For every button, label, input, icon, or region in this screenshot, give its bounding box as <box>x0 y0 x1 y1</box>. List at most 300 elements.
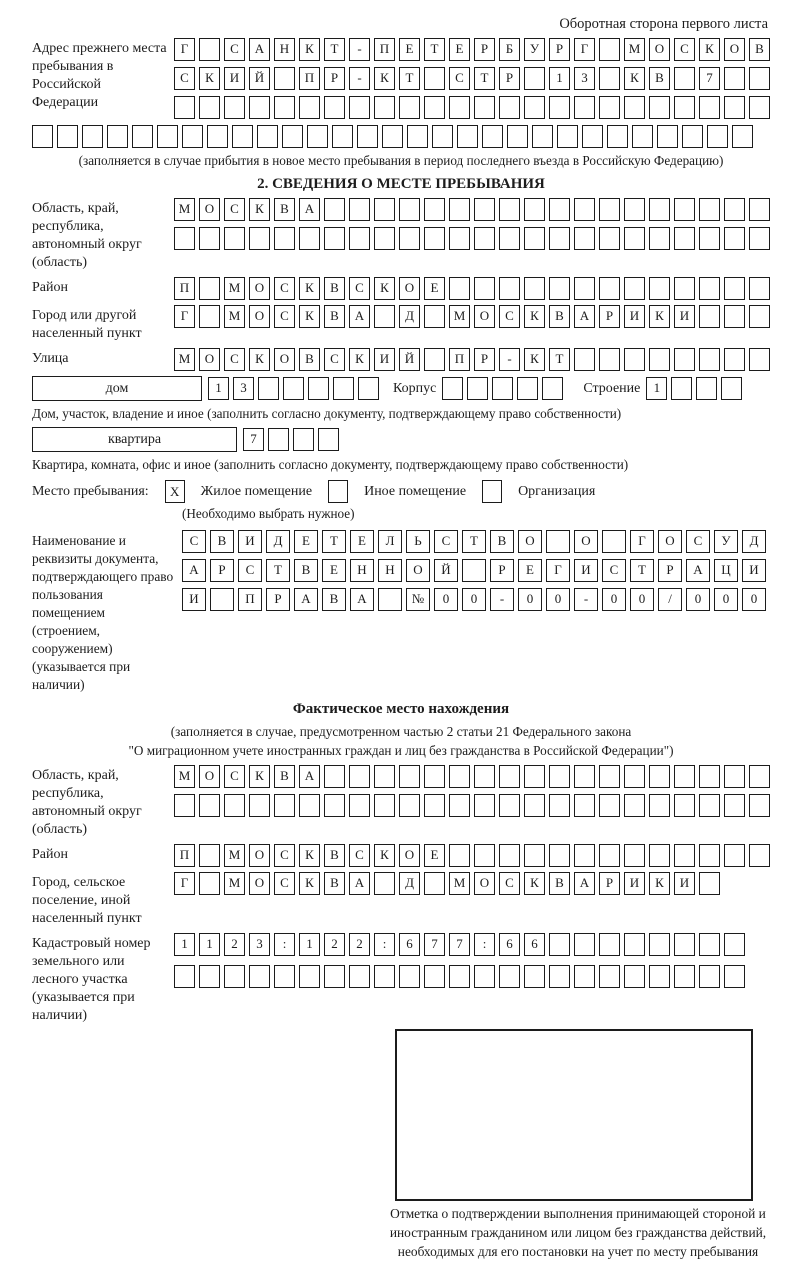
char-box[interactable] <box>449 277 470 300</box>
char-box[interactable] <box>549 794 570 817</box>
char-box[interactable] <box>599 38 620 61</box>
char-box[interactable] <box>724 933 745 956</box>
char-box[interactable] <box>399 765 420 788</box>
char-box[interactable]: В <box>274 198 295 221</box>
char-box[interactable] <box>257 125 278 148</box>
char-box[interactable] <box>724 765 745 788</box>
char-box[interactable]: С <box>349 844 370 867</box>
char-box[interactable]: Й <box>249 67 270 90</box>
char-box[interactable]: 2 <box>349 933 370 956</box>
char-box[interactable]: С <box>349 277 370 300</box>
char-box[interactable]: А <box>574 872 595 895</box>
char-box[interactable] <box>274 67 295 90</box>
char-box[interactable] <box>499 277 520 300</box>
char-box[interactable]: К <box>374 277 395 300</box>
char-box[interactable]: 1 <box>208 377 229 400</box>
char-box[interactable]: К <box>649 305 670 328</box>
char-box[interactable]: С <box>182 530 206 553</box>
char-box[interactable]: Е <box>399 38 420 61</box>
char-box[interactable]: К <box>299 844 320 867</box>
char-box[interactable] <box>699 765 720 788</box>
char-box[interactable] <box>249 794 270 817</box>
char-box[interactable] <box>174 227 195 250</box>
char-box[interactable]: 1 <box>646 377 667 400</box>
char-box[interactable] <box>57 125 78 148</box>
char-box[interactable] <box>492 377 513 400</box>
char-box[interactable]: Г <box>574 38 595 61</box>
char-box[interactable] <box>449 96 470 119</box>
char-box[interactable]: 0 <box>686 588 710 611</box>
char-box[interactable] <box>324 198 345 221</box>
char-box[interactable]: К <box>649 872 670 895</box>
char-box[interactable]: О <box>199 348 220 371</box>
char-box[interactable]: Ц <box>714 559 738 582</box>
char-box[interactable]: К <box>524 348 545 371</box>
char-box[interactable]: 7 <box>449 933 470 956</box>
char-box[interactable]: Г <box>546 559 570 582</box>
char-box[interactable] <box>424 765 445 788</box>
char-box[interactable] <box>682 125 703 148</box>
char-box[interactable]: У <box>714 530 738 553</box>
char-box[interactable]: В <box>549 872 570 895</box>
char-box[interactable]: В <box>324 277 345 300</box>
char-box[interactable] <box>699 348 720 371</box>
char-box[interactable]: : <box>474 933 495 956</box>
char-box[interactable] <box>699 198 720 221</box>
char-box[interactable]: К <box>524 305 545 328</box>
char-box[interactable] <box>624 794 645 817</box>
char-box[interactable]: В <box>294 559 318 582</box>
house-box[interactable]: дом <box>32 376 202 401</box>
char-box[interactable] <box>574 277 595 300</box>
char-box[interactable]: 0 <box>434 588 458 611</box>
char-box[interactable] <box>474 794 495 817</box>
char-box[interactable]: В <box>324 844 345 867</box>
char-box[interactable]: Р <box>599 305 620 328</box>
char-box[interactable] <box>333 377 354 400</box>
char-box[interactable]: Р <box>324 67 345 90</box>
checkbox-inoe[interactable] <box>328 480 348 503</box>
char-box[interactable]: М <box>224 277 245 300</box>
char-box[interactable] <box>524 198 545 221</box>
char-box[interactable]: Е <box>322 559 346 582</box>
char-box[interactable]: Р <box>474 38 495 61</box>
char-box[interactable]: Т <box>322 530 346 553</box>
char-box[interactable] <box>82 125 103 148</box>
char-box[interactable] <box>324 96 345 119</box>
char-box[interactable]: Г <box>174 872 195 895</box>
char-box[interactable]: М <box>224 872 245 895</box>
char-box[interactable]: Е <box>350 530 374 553</box>
char-box[interactable] <box>574 348 595 371</box>
char-box[interactable]: О <box>399 277 420 300</box>
char-box[interactable]: В <box>322 588 346 611</box>
char-box[interactable]: Т <box>324 38 345 61</box>
char-box[interactable]: 1 <box>299 933 320 956</box>
char-box[interactable] <box>449 794 470 817</box>
char-box[interactable]: 7 <box>424 933 445 956</box>
char-box[interactable]: С <box>499 872 520 895</box>
char-box[interactable] <box>382 125 403 148</box>
char-box[interactable]: С <box>174 67 195 90</box>
char-box[interactable] <box>624 198 645 221</box>
char-box[interactable] <box>499 965 520 988</box>
char-box[interactable]: 0 <box>742 588 766 611</box>
char-box[interactable] <box>442 377 463 400</box>
char-box[interactable] <box>599 198 620 221</box>
char-box[interactable] <box>657 125 678 148</box>
char-box[interactable]: В <box>274 765 295 788</box>
char-box[interactable]: 7 <box>243 428 264 451</box>
char-box[interactable] <box>649 348 670 371</box>
char-box[interactable]: В <box>490 530 514 553</box>
char-box[interactable] <box>674 965 695 988</box>
char-box[interactable]: 3 <box>574 67 595 90</box>
char-box[interactable] <box>374 227 395 250</box>
char-box[interactable] <box>649 96 670 119</box>
char-box[interactable] <box>199 965 220 988</box>
char-box[interactable]: Н <box>274 38 295 61</box>
char-box[interactable]: К <box>299 872 320 895</box>
char-box[interactable]: Й <box>399 348 420 371</box>
char-box[interactable] <box>199 305 220 328</box>
char-box[interactable]: М <box>174 348 195 371</box>
char-box[interactable]: 2 <box>324 933 345 956</box>
char-box[interactable]: В <box>649 67 670 90</box>
char-box[interactable]: : <box>274 933 295 956</box>
char-box[interactable]: Г <box>174 305 195 328</box>
char-box[interactable]: К <box>349 348 370 371</box>
char-box[interactable] <box>293 428 314 451</box>
char-box[interactable]: № <box>406 588 430 611</box>
char-box[interactable]: Й <box>434 559 458 582</box>
char-box[interactable] <box>349 96 370 119</box>
char-box[interactable]: А <box>299 198 320 221</box>
char-box[interactable] <box>599 844 620 867</box>
char-box[interactable] <box>699 844 720 867</box>
char-box[interactable] <box>307 125 328 148</box>
char-box[interactable]: С <box>602 559 626 582</box>
char-box[interactable]: М <box>449 305 470 328</box>
char-box[interactable] <box>462 559 486 582</box>
char-box[interactable] <box>599 277 620 300</box>
char-box[interactable] <box>374 765 395 788</box>
char-box[interactable] <box>674 277 695 300</box>
char-box[interactable]: О <box>658 530 682 553</box>
char-box[interactable]: И <box>182 588 206 611</box>
char-box[interactable]: П <box>374 38 395 61</box>
char-box[interactable] <box>724 794 745 817</box>
char-box[interactable]: И <box>624 305 645 328</box>
char-box[interactable]: И <box>574 559 598 582</box>
char-box[interactable]: П <box>299 67 320 90</box>
char-box[interactable]: А <box>350 588 374 611</box>
char-box[interactable]: Р <box>549 38 570 61</box>
char-box[interactable] <box>249 96 270 119</box>
char-box[interactable] <box>424 96 445 119</box>
char-box[interactable] <box>374 872 395 895</box>
char-box[interactable]: М <box>224 305 245 328</box>
char-box[interactable] <box>724 305 745 328</box>
char-box[interactable]: И <box>374 348 395 371</box>
char-box[interactable] <box>749 277 770 300</box>
char-box[interactable] <box>707 125 728 148</box>
char-box[interactable]: О <box>274 348 295 371</box>
char-box[interactable] <box>524 794 545 817</box>
char-box[interactable]: В <box>324 872 345 895</box>
char-box[interactable]: - <box>349 38 370 61</box>
char-box[interactable] <box>599 965 620 988</box>
char-box[interactable] <box>199 844 220 867</box>
char-box[interactable]: Т <box>424 38 445 61</box>
char-box[interactable] <box>749 765 770 788</box>
char-box[interactable] <box>549 198 570 221</box>
char-box[interactable] <box>499 765 520 788</box>
char-box[interactable] <box>499 96 520 119</box>
char-box[interactable] <box>574 96 595 119</box>
char-box[interactable] <box>199 794 220 817</box>
char-box[interactable]: И <box>624 872 645 895</box>
char-box[interactable]: В <box>749 38 770 61</box>
char-box[interactable] <box>349 198 370 221</box>
char-box[interactable]: - <box>499 348 520 371</box>
char-box[interactable] <box>349 794 370 817</box>
char-box[interactable] <box>557 125 578 148</box>
char-box[interactable]: М <box>224 844 245 867</box>
char-box[interactable]: М <box>174 198 195 221</box>
char-box[interactable] <box>699 965 720 988</box>
char-box[interactable] <box>374 305 395 328</box>
char-box[interactable]: Р <box>658 559 682 582</box>
char-box[interactable] <box>624 933 645 956</box>
char-box[interactable] <box>299 227 320 250</box>
char-box[interactable]: Р <box>266 588 290 611</box>
char-box[interactable] <box>699 794 720 817</box>
char-box[interactable] <box>699 277 720 300</box>
char-box[interactable]: С <box>686 530 710 553</box>
char-box[interactable] <box>374 965 395 988</box>
char-box[interactable]: А <box>182 559 206 582</box>
char-box[interactable] <box>282 125 303 148</box>
char-box[interactable] <box>749 844 770 867</box>
char-box[interactable] <box>499 227 520 250</box>
char-box[interactable]: - <box>574 588 598 611</box>
char-box[interactable]: О <box>574 530 598 553</box>
char-box[interactable] <box>449 965 470 988</box>
char-box[interactable]: С <box>224 38 245 61</box>
char-box[interactable]: С <box>499 305 520 328</box>
char-box[interactable] <box>649 277 670 300</box>
char-box[interactable]: О <box>249 844 270 867</box>
char-box[interactable] <box>749 348 770 371</box>
char-box[interactable] <box>32 125 53 148</box>
char-box[interactable] <box>574 198 595 221</box>
char-box[interactable] <box>624 348 645 371</box>
char-box[interactable]: 3 <box>233 377 254 400</box>
char-box[interactable]: К <box>699 38 720 61</box>
char-box[interactable] <box>724 96 745 119</box>
char-box[interactable]: : <box>374 933 395 956</box>
char-box[interactable] <box>602 530 626 553</box>
char-box[interactable]: В <box>299 348 320 371</box>
char-box[interactable] <box>674 933 695 956</box>
char-box[interactable] <box>624 96 645 119</box>
char-box[interactable] <box>107 125 128 148</box>
char-box[interactable] <box>374 198 395 221</box>
char-box[interactable] <box>274 227 295 250</box>
char-box[interactable] <box>524 765 545 788</box>
char-box[interactable]: Р <box>474 348 495 371</box>
char-box[interactable]: Л <box>378 530 402 553</box>
char-box[interactable]: С <box>324 348 345 371</box>
char-box[interactable] <box>424 348 445 371</box>
char-box[interactable] <box>283 377 304 400</box>
char-box[interactable] <box>374 96 395 119</box>
char-box[interactable] <box>249 227 270 250</box>
char-box[interactable] <box>549 765 570 788</box>
char-box[interactable] <box>542 377 563 400</box>
char-box[interactable]: Р <box>210 559 234 582</box>
char-box[interactable]: А <box>294 588 318 611</box>
char-box[interactable] <box>424 794 445 817</box>
char-box[interactable] <box>574 765 595 788</box>
char-box[interactable]: К <box>374 844 395 867</box>
char-box[interactable]: Р <box>599 872 620 895</box>
char-box[interactable] <box>299 96 320 119</box>
char-box[interactable] <box>599 96 620 119</box>
char-box[interactable] <box>574 965 595 988</box>
char-box[interactable]: С <box>224 198 245 221</box>
char-box[interactable] <box>724 965 745 988</box>
char-box[interactable]: Т <box>462 530 486 553</box>
char-box[interactable] <box>699 305 720 328</box>
char-box[interactable]: Д <box>399 305 420 328</box>
char-box[interactable] <box>324 227 345 250</box>
char-box[interactable]: П <box>238 588 262 611</box>
char-box[interactable]: С <box>434 530 458 553</box>
char-box[interactable] <box>182 125 203 148</box>
char-box[interactable]: В <box>549 305 570 328</box>
char-box[interactable]: 1 <box>549 67 570 90</box>
char-box[interactable] <box>399 96 420 119</box>
char-box[interactable]: С <box>274 872 295 895</box>
char-box[interactable] <box>524 227 545 250</box>
char-box[interactable]: И <box>238 530 262 553</box>
char-box[interactable]: 7 <box>699 67 720 90</box>
char-box[interactable] <box>274 965 295 988</box>
char-box[interactable]: Ь <box>406 530 430 553</box>
char-box[interactable]: С <box>674 38 695 61</box>
char-box[interactable]: К <box>249 765 270 788</box>
char-box[interactable]: К <box>374 67 395 90</box>
char-box[interactable] <box>199 872 220 895</box>
char-box[interactable] <box>524 96 545 119</box>
char-box[interactable] <box>624 965 645 988</box>
char-box[interactable] <box>224 96 245 119</box>
char-box[interactable] <box>174 794 195 817</box>
char-box[interactable]: Т <box>266 559 290 582</box>
char-box[interactable] <box>299 965 320 988</box>
char-box[interactable] <box>632 125 653 148</box>
char-box[interactable] <box>549 227 570 250</box>
char-box[interactable]: К <box>199 67 220 90</box>
char-box[interactable] <box>374 794 395 817</box>
char-box[interactable] <box>308 377 329 400</box>
char-box[interactable]: К <box>624 67 645 90</box>
char-box[interactable] <box>699 96 720 119</box>
char-box[interactable]: Р <box>490 559 514 582</box>
char-box[interactable]: С <box>238 559 262 582</box>
char-box[interactable] <box>449 765 470 788</box>
char-box[interactable]: 0 <box>714 588 738 611</box>
char-box[interactable] <box>549 96 570 119</box>
char-box[interactable] <box>132 125 153 148</box>
char-box[interactable] <box>696 377 717 400</box>
char-box[interactable] <box>649 765 670 788</box>
char-box[interactable]: / <box>658 588 682 611</box>
char-box[interactable] <box>174 96 195 119</box>
char-box[interactable] <box>607 125 628 148</box>
char-box[interactable]: Г <box>174 38 195 61</box>
char-box[interactable] <box>549 965 570 988</box>
char-box[interactable]: О <box>406 559 430 582</box>
char-box[interactable]: Е <box>294 530 318 553</box>
char-box[interactable]: К <box>299 305 320 328</box>
char-box[interactable] <box>199 227 220 250</box>
char-box[interactable] <box>449 198 470 221</box>
char-box[interactable]: Б <box>499 38 520 61</box>
char-box[interactable] <box>499 794 520 817</box>
char-box[interactable] <box>724 348 745 371</box>
char-box[interactable]: Н <box>378 559 402 582</box>
char-box[interactable]: О <box>474 872 495 895</box>
char-box[interactable] <box>749 305 770 328</box>
char-box[interactable] <box>199 96 220 119</box>
char-box[interactable] <box>724 277 745 300</box>
char-box[interactable] <box>357 125 378 148</box>
char-box[interactable] <box>407 125 428 148</box>
char-box[interactable]: А <box>349 872 370 895</box>
char-box[interactable]: Н <box>350 559 374 582</box>
char-box[interactable] <box>507 125 528 148</box>
char-box[interactable] <box>574 933 595 956</box>
char-box[interactable] <box>249 965 270 988</box>
char-box[interactable]: 0 <box>462 588 486 611</box>
char-box[interactable] <box>268 428 289 451</box>
char-box[interactable]: 6 <box>499 933 520 956</box>
char-box[interactable] <box>732 125 753 148</box>
char-box[interactable]: И <box>674 305 695 328</box>
char-box[interactable]: А <box>249 38 270 61</box>
char-box[interactable]: 0 <box>602 588 626 611</box>
char-box[interactable] <box>532 125 553 148</box>
char-box[interactable]: А <box>349 305 370 328</box>
char-box[interactable] <box>574 794 595 817</box>
char-box[interactable] <box>449 844 470 867</box>
char-box[interactable]: Е <box>449 38 470 61</box>
char-box[interactable] <box>724 67 745 90</box>
checkbox-organizaciya[interactable] <box>482 480 502 503</box>
char-box[interactable]: М <box>449 872 470 895</box>
char-box[interactable]: М <box>174 765 195 788</box>
flat-box[interactable]: квартира <box>32 427 237 452</box>
char-box[interactable] <box>474 227 495 250</box>
char-box[interactable] <box>524 67 545 90</box>
char-box[interactable] <box>274 96 295 119</box>
char-box[interactable]: 1 <box>174 933 195 956</box>
char-box[interactable]: О <box>518 530 542 553</box>
char-box[interactable] <box>649 965 670 988</box>
